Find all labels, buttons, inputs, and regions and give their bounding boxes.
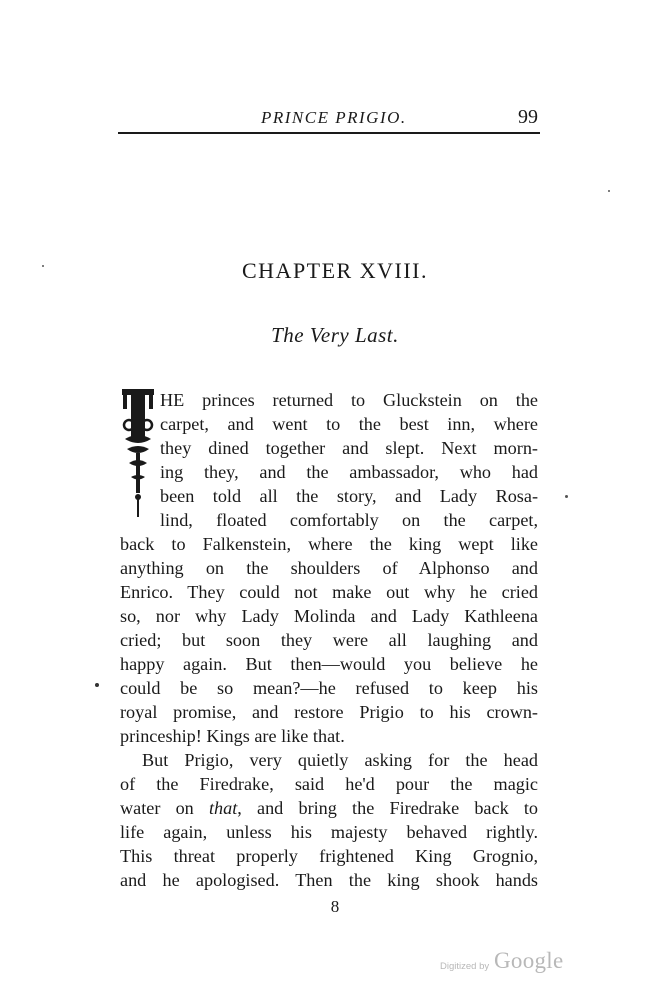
text-line: royal promise, and restore Prigio to his crown-: [120, 702, 538, 722]
text-line: anything on the shoulders of Alphonso and: [120, 558, 538, 578]
signature-mark: 8: [330, 897, 340, 916]
text-line: life again, unless his majesty behaved rightly.: [120, 822, 538, 842]
text-line: carpet, and went to the best inn, where: [160, 414, 538, 434]
header-rule: [118, 132, 540, 134]
text-line: back to Falkenstein, where the king wept like: [120, 534, 538, 554]
page-number: 99: [518, 106, 538, 128]
digitized-by-label: Digitized by: [440, 961, 490, 972]
text-line: But Prigio, very quietly asking for the head: [142, 750, 538, 770]
text-line: they dined together and slept. Next morn-: [160, 438, 538, 458]
text-line: and he apologised. Then the king shook hands: [120, 870, 538, 890]
running-header: [118, 102, 540, 132]
google-logo: Google: [494, 948, 564, 973]
text-line: lind, floated comfortably on the carpet,: [160, 510, 538, 530]
scan-speck: [42, 265, 44, 267]
text-line: so, nor why Lady Molinda and Lady Kathleena: [120, 606, 538, 626]
running-title: PRINCE PRIGIO.: [261, 108, 407, 127]
text-line: been told all the story, and Lady Rosa-: [160, 486, 538, 506]
text-line: ing they, and the ambassador, who had: [160, 462, 538, 482]
text-line: happy again. But then—would you believe he: [120, 654, 538, 674]
chapter-heading: CHAPTER XVIII.: [242, 258, 428, 283]
text-segment: water on: [120, 798, 194, 818]
text-segment: , and bring the Firedrake back to: [237, 798, 539, 818]
text-line: cried; but soon they were all laughing and: [120, 630, 538, 650]
text-line: princeship! Kings are like that.: [120, 726, 345, 746]
text-line: could be so mean?—he refused to keep his: [120, 678, 538, 698]
scan-speck: [95, 683, 99, 687]
text-line: This threat properly frightened King Grognio,: [120, 846, 538, 866]
text-line: Enrico. They could not make out why he cried: [120, 582, 538, 602]
text-line: of the Firedrake, said he'd pour the magic: [120, 774, 538, 794]
italic-emphasis: that: [208, 798, 238, 818]
scan-speck: [565, 495, 568, 498]
text-line: HE princes returned to Gluckstein on the: [160, 390, 538, 410]
text-line: [120, 796, 538, 820]
chapter-subtitle: The Very Last.: [271, 323, 399, 347]
scan-speck: [608, 190, 610, 192]
google-watermark: [440, 950, 640, 980]
drop-cap-ornament: [121, 387, 155, 520]
